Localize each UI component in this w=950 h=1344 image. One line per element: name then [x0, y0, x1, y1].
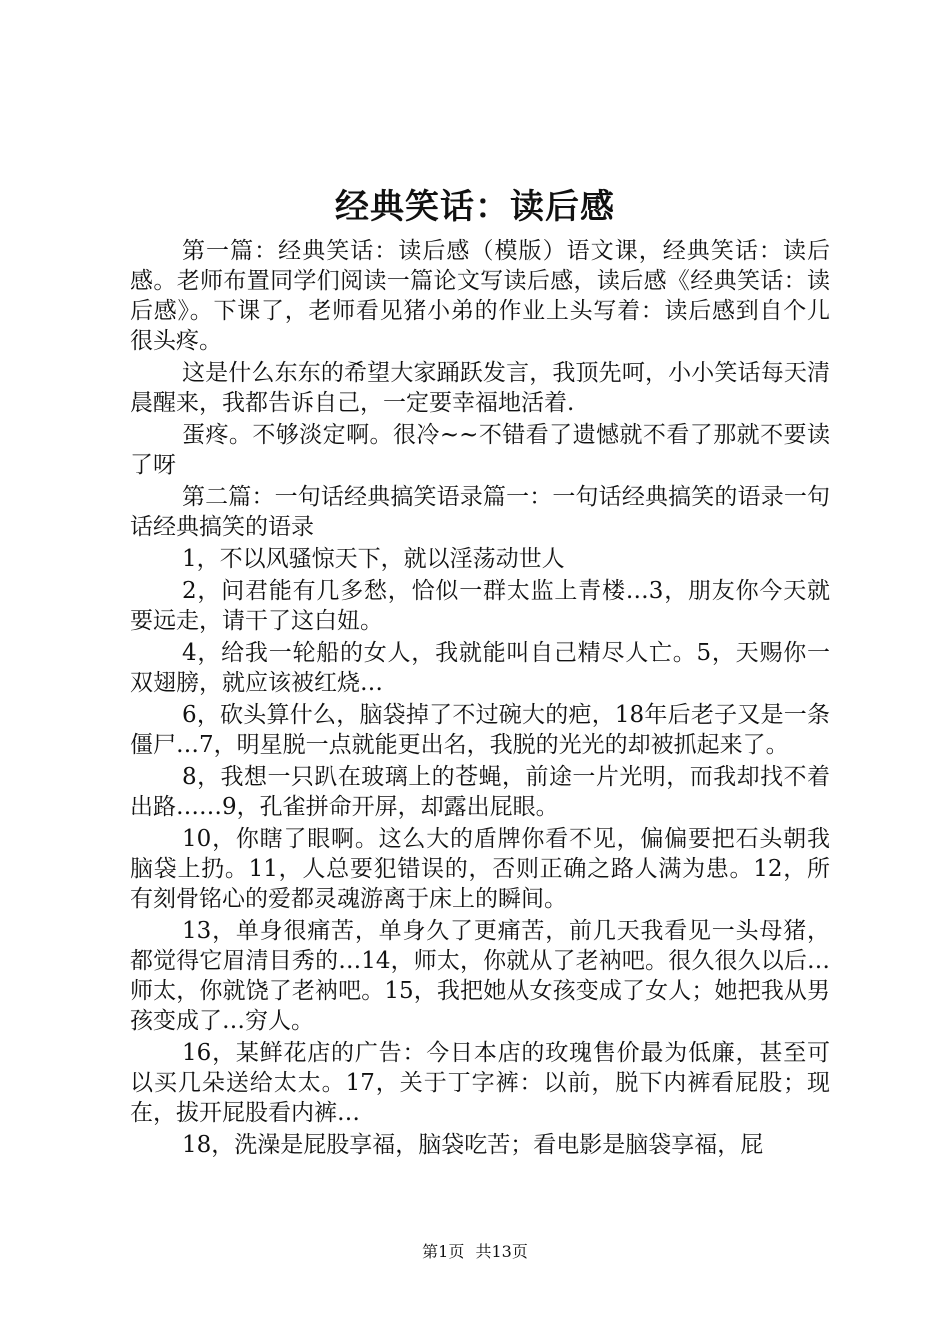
paragraph: 16，某鲜花店的广告：今日本店的玫瑰售价最为低廉，甚至可以买几朵送给太太。17，关于丁字裤：以前，脱下内裤看屁股；现在，拔开屁股看内裤…	[130, 1040, 830, 1126]
paragraph: 蛋疼。不够淡定啊。很冷~~不错看了遗憾就不看了那就不要读了呀	[130, 422, 830, 478]
paragraph: 1，不以风骚惊天下，就以淫荡动世人	[182, 546, 565, 572]
paragraph: 第一篇：经典笑话：读后感（模版）语文课，经典笑话：读后感。老师布置同学们阅读一篇论文写读后感，读后感《经典笑话：读后感》。下课了，老师看见猪小弟的作业上头写着：读后感到自个儿很头疼。	[130, 238, 830, 354]
document-title: 经典笑话：读后感	[335, 187, 615, 227]
page-footer	[0, 1240, 950, 1264]
paragraph: 10，你瞎了眼啊。这么大的盾牌你看不见，偏偏要把石头朝我脑袋上扔。11，人总要犯错误的，否则正确之路人满为患。12，所有刻骨铭心的爱都灵魂游离于床上的瞬间。	[130, 826, 830, 912]
paragraph: 第二篇：一句话经典搞笑语录篇一：一句话经典搞笑的语录一句话经典搞笑的语录	[130, 484, 830, 540]
paragraph: 2，问君能有几多愁，恰似一群太监上青楼…3，朋友你今天就要远走，请干了这白妞。	[130, 578, 830, 634]
page-total: 共13页	[475, 1242, 528, 1261]
paragraph: 这是什么东东的希望大家踊跃发言，我顶先呵，小小笑话每天清晨醒来，我都告诉自己，一定要幸福地活着.	[130, 360, 830, 416]
paragraph: 4，给我一轮船的女人，我就能叫自己精尽人亡。5，天赐你一双翅膀，就应该被红烧…	[130, 640, 830, 696]
paragraph: 18，洗澡是屁股享福，脑袋吃苦；看电影是脑袋享福，屁	[182, 1132, 764, 1158]
paragraph: 13，单身很痛苦，单身久了更痛苦，前几天我看见一头母猪，都觉得它眉清目秀的…14，师太，你就从了老衲吧。很久很久以后…师太，你就饶了老衲吧。15，我把她从女孩变成了女人；她把我从男孩变成了…穷人。	[130, 918, 830, 1034]
paragraph: 8，我想一只趴在玻璃上的苍蝇，前途一片光明，而我却找不着出路……9，孔雀拼命开屏，却露出屁眼。	[130, 764, 830, 820]
page-number: 第1页	[422, 1242, 465, 1261]
document-body	[130, 236, 830, 1162]
paragraph: 6，砍头算什么，脑袋掉了不过碗大的疤，18年后老子又是一条僵尸…7，明星脱一点就能更出名，我脱的光光的却被抓起来了。	[130, 702, 830, 758]
